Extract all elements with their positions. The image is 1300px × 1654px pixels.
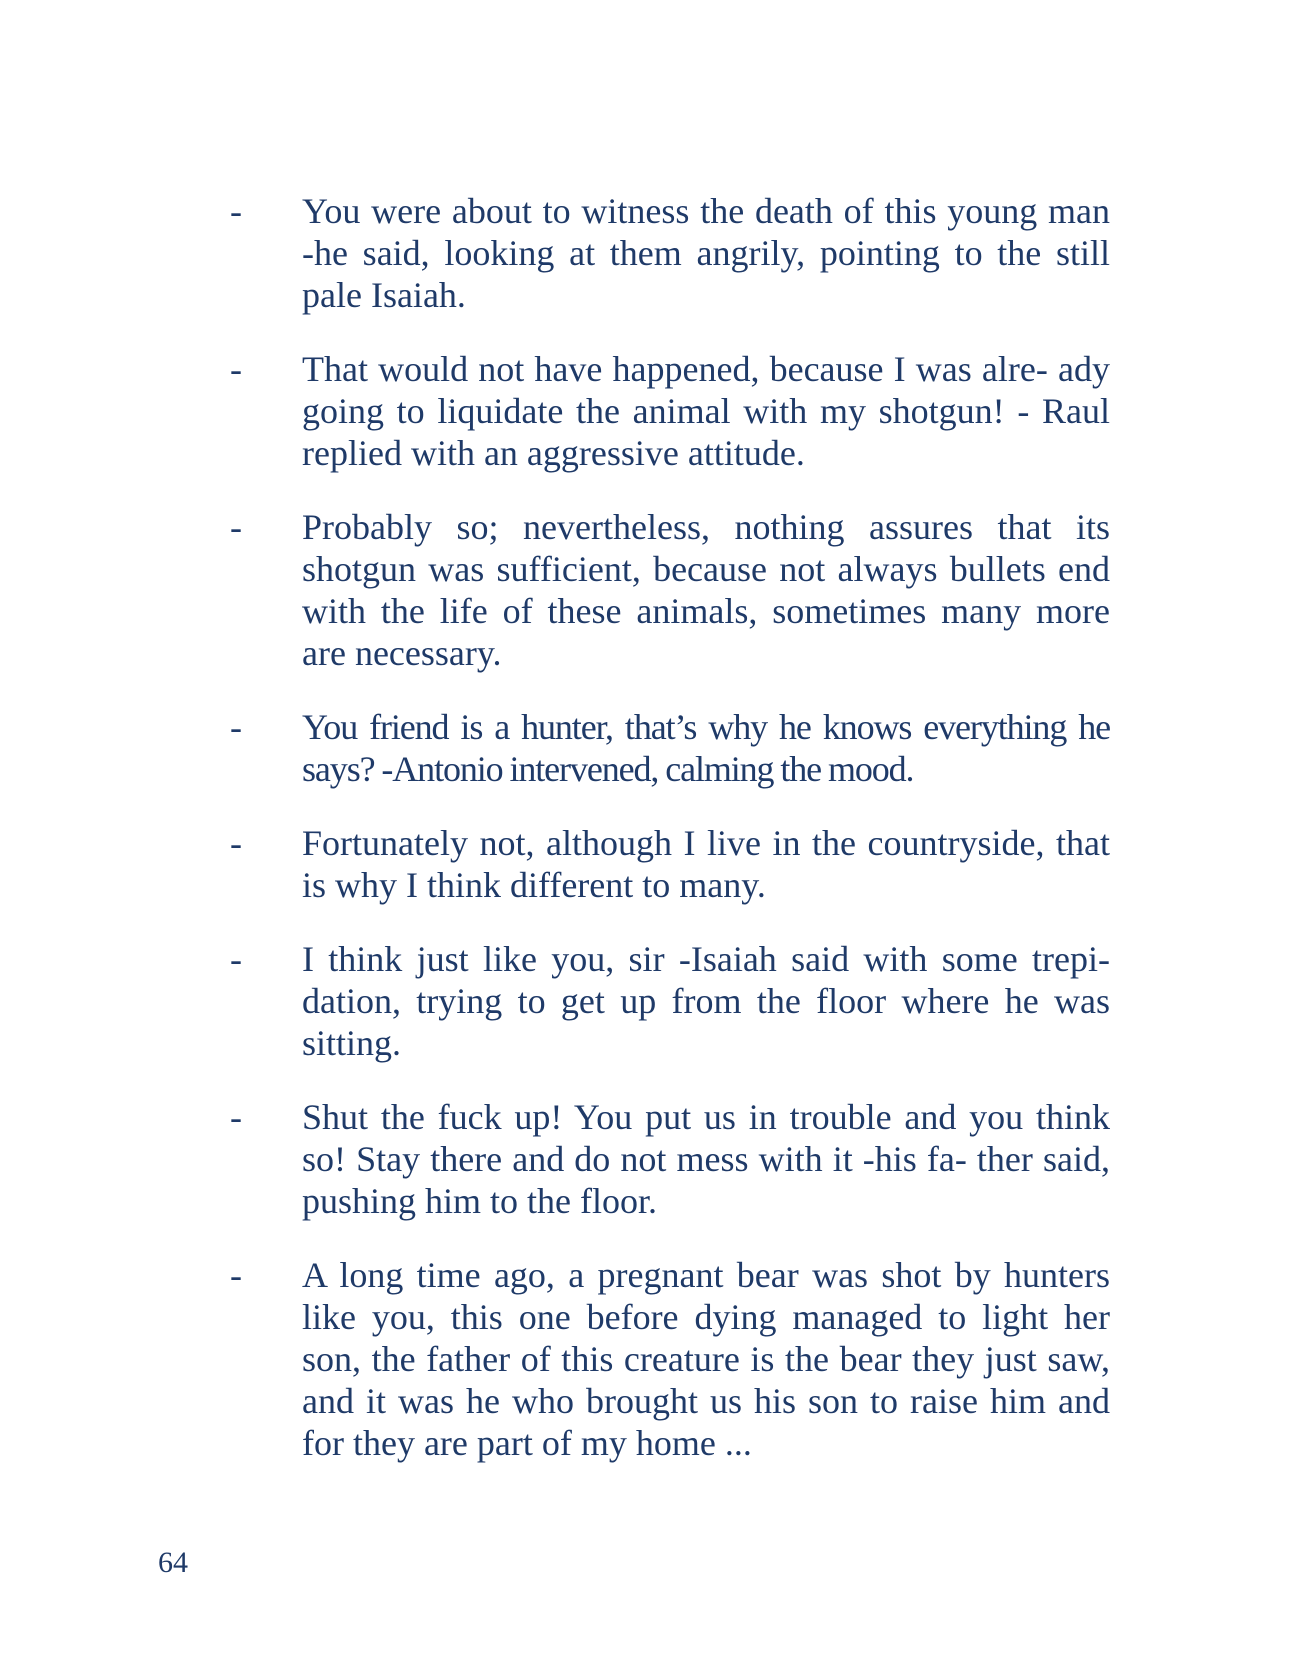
paragraph-text: Probably so; nevertheless, nothing assures that its shotgun was sufficient, because not always bullets end with the life of these animals, sometimes many more are necessary. xyxy=(302,507,1110,673)
dialogue-paragraph-6 xyxy=(230,938,1110,1064)
paragraph-text: You were about to witness the death of this young man -he said, looking at them angrily, pointing to the still pale Isaiah. xyxy=(302,191,1110,315)
paragraph-text: You friend is a hunter, that’s why he knows everything he says? -Antonio intervened, calming the mood. xyxy=(302,707,1110,789)
dialogue-paragraph-1 xyxy=(230,190,1110,316)
dialogue-dash: - xyxy=(230,349,242,389)
dialogue-paragraph-5 xyxy=(230,822,1110,906)
paragraph-text: A long time ago, a pregnant bear was shot by hunters like you, this one before dying managed to light her son, the father of this creature is the bear they just saw, and it was he who brought us his son to raise him and for they are part of my home ... xyxy=(302,1255,1110,1463)
dialogue-dash: - xyxy=(230,1097,242,1137)
dialogue-paragraph-7 xyxy=(230,1096,1110,1222)
page-number: 64 xyxy=(158,1546,188,1579)
dialogue-dash: - xyxy=(230,507,242,547)
paragraph-text: I think just like you, sir -Isaiah said with some trepi- dation, trying to get up from the floor where he was sitting. xyxy=(302,939,1110,1063)
dialogue-dash: - xyxy=(230,823,242,863)
paragraph-text: That would not have happened, because I was alre- ady going to liquidate the animal with my shotgun! - Raul replied with an aggressive attitude. xyxy=(302,349,1110,473)
dialogue-dash: - xyxy=(230,939,242,979)
dialogue-dash: - xyxy=(230,1255,242,1295)
dialogue-block xyxy=(230,190,1110,1496)
paragraph-text: Shut the fuck up! You put us in trouble and you think so! Stay there and do not mess with it -his fa- ther said, pushing him to the floor. xyxy=(302,1097,1110,1221)
dialogue-dash: - xyxy=(230,191,242,231)
dialogue-paragraph-4 xyxy=(230,706,1110,790)
dialogue-dash: - xyxy=(230,707,242,747)
dialogue-paragraph-3 xyxy=(230,506,1110,674)
dialogue-paragraph-8 xyxy=(230,1254,1110,1464)
paragraph-text: Fortunately not, although I live in the countryside, that is why I think different to many. xyxy=(302,823,1110,905)
dialogue-paragraph-2 xyxy=(230,348,1110,474)
